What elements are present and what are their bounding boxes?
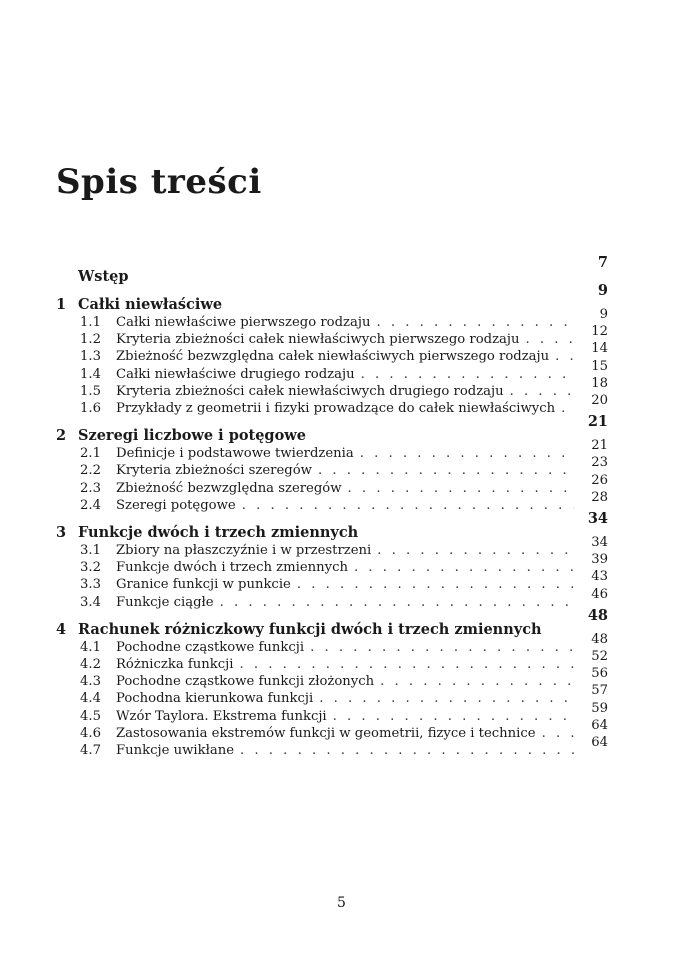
section-title: Funkcje uwikłane xyxy=(116,743,235,759)
chapter-number: 4 xyxy=(56,620,67,638)
section-page: 28 xyxy=(591,489,608,505)
chapter-title: Wstęp xyxy=(78,268,129,285)
toc-chapter-heading xyxy=(56,254,608,286)
section-page: 56 xyxy=(591,666,608,682)
toc-entry xyxy=(80,735,608,759)
toc-entry xyxy=(80,569,608,593)
chapter-page: 48 xyxy=(587,606,608,624)
chapter-page: 34 xyxy=(587,510,608,528)
section-number: 1.1 xyxy=(80,315,101,330)
toc-entry xyxy=(80,535,608,559)
dot-leader xyxy=(360,445,574,462)
section-number: 4.2 xyxy=(80,657,101,673)
dot-leader xyxy=(354,559,574,576)
section-title: Kryteria zbieżności całek niewłaściwych pierwszego rodzaju xyxy=(116,332,520,348)
toc-entry xyxy=(80,700,608,725)
section-number: 2.3 xyxy=(80,480,101,496)
section-number: 3.2 xyxy=(80,560,101,576)
dot-leader xyxy=(555,348,574,365)
toc-chapter-heading xyxy=(56,510,608,542)
section-title: Definicje i podstawowe twierdzenia xyxy=(116,446,354,462)
toc-entry xyxy=(80,324,608,348)
toc-entry xyxy=(80,717,608,742)
section-title: Różniczka funkcji xyxy=(116,657,234,673)
section-number: 4.4 xyxy=(80,691,101,707)
chapter-number: 2 xyxy=(56,427,67,445)
toc-entry xyxy=(80,438,608,462)
toc-entry xyxy=(80,375,608,400)
toc-entry xyxy=(80,586,608,611)
section-title: Zastosowania ekstremów funkcji w geometrii, fizyce i technice xyxy=(116,725,536,741)
section-number: 3.1 xyxy=(80,543,101,559)
section-title: Kryteria zbieżności całek niewłaściwych drugiego rodzaju xyxy=(116,383,504,399)
section-title: Wzór Taylora. Ekstrema funkcji xyxy=(116,708,327,724)
section-number: 1.5 xyxy=(80,383,101,399)
toc-entry xyxy=(80,649,608,673)
section-title: Całki niewłaściwe pierwszego rodzaju xyxy=(116,315,371,330)
section-page: 64 xyxy=(591,735,608,751)
dot-leader xyxy=(526,331,574,348)
section-page: 21 xyxy=(591,438,608,454)
dot-leader xyxy=(297,576,574,593)
chapter-page: 9 xyxy=(597,282,608,299)
chapter-title: Całki niewłaściwe xyxy=(78,296,223,313)
toc-entry xyxy=(80,489,608,514)
chapter-title: Szeregi liczbowe i potęgowe xyxy=(78,427,306,445)
page-title: Spis treści xyxy=(56,162,262,202)
section-title: Zbieżność bezwzględna szeregów xyxy=(116,480,342,496)
dot-leader xyxy=(561,400,574,417)
section-number: 4.1 xyxy=(80,639,101,655)
section-page: 48 xyxy=(591,631,608,647)
dot-leader xyxy=(318,462,574,479)
dot-leader xyxy=(220,594,574,611)
toc-chapter xyxy=(56,510,608,611)
section-number: 2.2 xyxy=(80,463,101,479)
dot-leader xyxy=(510,383,574,400)
chapter-page: 7 xyxy=(597,254,608,271)
toc-entry xyxy=(80,393,608,417)
section-number: 1.4 xyxy=(80,366,101,382)
section-page: 20 xyxy=(591,393,608,409)
toc-chapter xyxy=(56,606,608,759)
section-number: 4.5 xyxy=(80,708,101,724)
section-number: 4.3 xyxy=(80,674,101,690)
chapter-title: Rachunek różniczkowy funkcji dwóch i trzech zmiennych xyxy=(78,620,542,638)
chapter-title: Funkcje dwóch i trzech zmiennych xyxy=(78,524,359,542)
section-number: 4.6 xyxy=(80,725,101,741)
toc-chapter-heading xyxy=(56,282,608,314)
section-title: Funkcje ciągłe xyxy=(116,594,214,610)
toc-chapter-heading xyxy=(56,606,608,639)
section-number: 4.7 xyxy=(80,743,101,759)
section-page: 46 xyxy=(591,586,608,602)
section-title: Przykłady z geometrii i fizyki prowadzące do całek niewłaściwych xyxy=(116,401,556,417)
chapter-number: 1 xyxy=(56,296,67,313)
dot-leader xyxy=(242,497,574,514)
dot-leader xyxy=(310,639,574,656)
section-page: 34 xyxy=(591,535,608,551)
toc-entry xyxy=(80,455,608,479)
toc-chapter xyxy=(56,282,608,417)
section-title: Granice funkcji w punkcie xyxy=(116,577,291,593)
section-title: Pochodne cząstkowe funkcji xyxy=(116,639,305,655)
toc-chapter-heading xyxy=(56,413,608,445)
section-title: Zbiory na płaszczyźnie i w przestrzeni xyxy=(116,543,372,559)
section-page: 15 xyxy=(591,358,608,374)
section-title: Pochodne cząstkowe funkcji złożonych xyxy=(116,674,375,690)
section-page: 57 xyxy=(591,683,608,699)
section-page: 59 xyxy=(591,700,608,716)
toc-entry xyxy=(80,666,608,690)
toc-entry xyxy=(80,307,608,331)
section-number: 2.1 xyxy=(80,446,101,462)
dot-leader xyxy=(239,656,574,673)
section-page: 9 xyxy=(599,307,608,322)
toc-entry xyxy=(80,358,608,383)
toc-entry xyxy=(80,683,608,707)
dot-leader xyxy=(377,542,574,559)
chapter-page: 21 xyxy=(587,413,608,431)
page-number: 5 xyxy=(337,895,346,911)
section-title: Pochodna kierunkowa funkcji xyxy=(116,691,314,707)
chapter-number: 3 xyxy=(56,524,67,542)
dot-leader xyxy=(380,673,574,690)
section-page: 23 xyxy=(591,455,608,471)
toc-entry xyxy=(80,631,608,656)
section-number: 3.4 xyxy=(80,594,101,610)
dot-leader xyxy=(319,690,574,707)
section-number: 1.2 xyxy=(80,332,101,348)
toc-chapter xyxy=(56,254,608,286)
section-number: 3.3 xyxy=(80,577,101,593)
toc-entry xyxy=(80,341,608,365)
section-title: Funkcje dwóch i trzech zmiennych xyxy=(116,560,348,576)
dot-leader xyxy=(348,480,574,497)
section-page: 43 xyxy=(591,569,608,585)
section-page: 12 xyxy=(591,324,608,340)
section-page: 64 xyxy=(591,717,608,733)
section-title: Kryteria zbieżności szeregów xyxy=(116,463,312,479)
section-title: Zbieżność bezwzględna całek niewłaściwych pierwszego rodzaju xyxy=(116,349,550,365)
toc-entry xyxy=(80,552,608,576)
toc-entry xyxy=(80,472,608,497)
dot-leader xyxy=(333,708,574,725)
section-page: 26 xyxy=(591,472,608,488)
section-number: 1.6 xyxy=(80,401,101,417)
section-title: Szeregi potęgowe xyxy=(116,497,236,513)
section-page: 18 xyxy=(591,375,608,391)
dot-leader xyxy=(361,366,574,383)
dot-leader xyxy=(376,314,574,331)
section-title: Całki niewłaściwe drugiego rodzaju xyxy=(116,366,355,382)
section-page: 52 xyxy=(591,649,608,665)
table-of-contents xyxy=(56,254,608,769)
section-number: 1.3 xyxy=(80,349,101,365)
toc-chapter xyxy=(56,413,608,514)
dot-leader xyxy=(542,725,574,742)
dot-leader xyxy=(240,742,574,759)
section-page: 14 xyxy=(591,341,608,357)
section-page: 39 xyxy=(591,552,608,568)
section-number: 2.4 xyxy=(80,497,101,513)
